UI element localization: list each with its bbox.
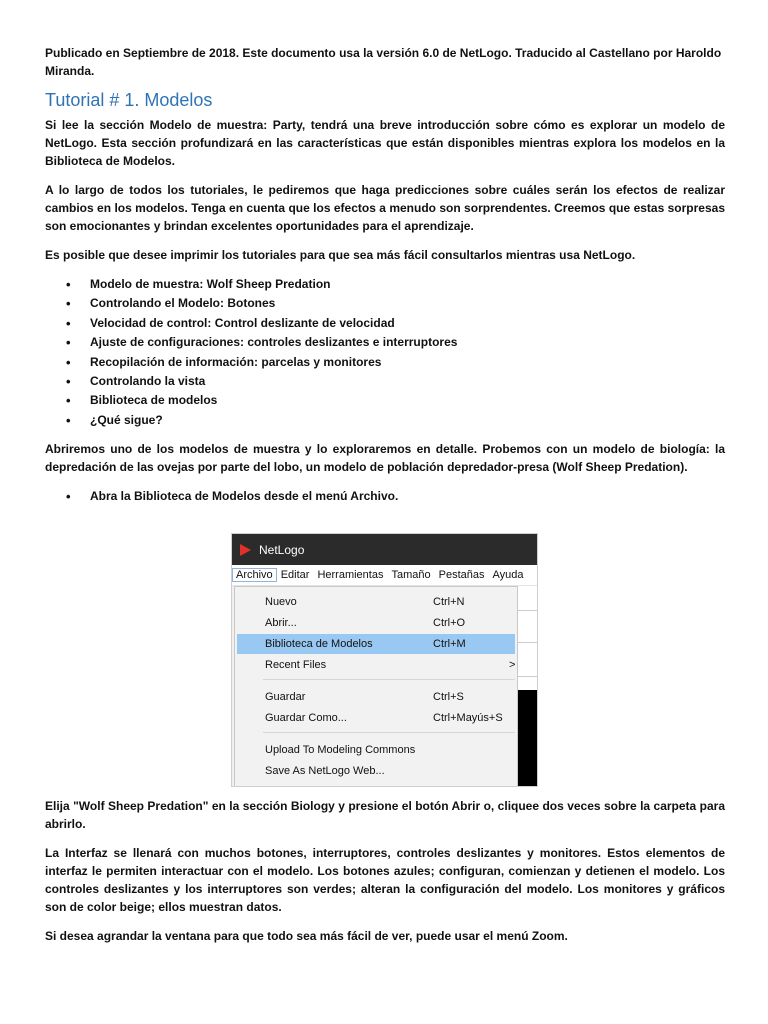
window-title: NetLogo — [259, 542, 305, 557]
menu-item-shortcut: Ctrl+Mayús+S — [433, 712, 503, 724]
menu-item-label: Save As NetLogo Web... — [265, 765, 385, 777]
world-view-area — [518, 690, 537, 786]
tutorial-contents-list — [45, 275, 725, 430]
submenu-arrow-icon: > — [509, 659, 516, 671]
paragraph-choose-model: Elija "Wolf Sheep Predation" en la sección Biology y presione el botón Abrir o, cliquee dos veces sobre la carpeta para abrirlo. — [45, 799, 725, 831]
menu-ayuda[interactable]: Ayuda — [492, 569, 524, 581]
menu-item-recent-files[interactable] — [237, 655, 515, 675]
list-item: • Modelo de muestra: Wolf Sheep Predation — [45, 275, 725, 294]
menu-editar[interactable]: Editar — [280, 569, 310, 581]
menu-item-label: Guardar — [265, 691, 306, 703]
menu-bar — [232, 565, 537, 586]
paragraph-predictions: A lo largo de todos los tutoriales, le pediremos que haga predicciones sobre cuáles serán los efectos de realizar cambios en los modelos. Tenga en cuenta que los efectos a menudo son sorprendentes. Creemos que estas sorpresas son emocionantes y brindan excelentes oportunidades para el aprendizaje. — [45, 183, 725, 233]
paragraph-zoom: Si desea agrandar la ventana para que todo sea más fácil de ver, puede usar el menú Zoom. — [45, 929, 568, 943]
menu-item-upload-modeling-commons[interactable] — [237, 740, 515, 760]
panel-divider — [518, 642, 537, 643]
menu-item-label: Abrir... — [265, 617, 297, 629]
netlogo-menu-screenshot — [231, 533, 538, 787]
background-window-panel — [518, 586, 537, 786]
list-item: • Ajuste de configuraciones: controles deslizantes e interruptores — [45, 333, 725, 352]
menu-item-label: Nuevo — [265, 596, 297, 608]
menu-herramientas[interactable]: Herramientas — [317, 569, 384, 581]
paragraph-intro: Si lee la sección Modelo de muestra: Party, tendrá una breve introducción sobre cómo es explorar un modelo de NetLogo. Esta sección profundizará en las características que están disponibles mientras explora los modelos en la Biblioteca de Modelos. — [45, 118, 725, 168]
list-item: • Controlando la vista — [45, 372, 725, 391]
menu-separator — [263, 732, 515, 733]
list-item: • ¿Qué sigue? — [45, 411, 725, 430]
list-item: • Abra la Biblioteca de Modelos desde el menú Archivo. — [45, 487, 725, 506]
menu-tamano[interactable]: Tamaño — [391, 569, 431, 581]
menu-item-save-as-netlogo-web[interactable] — [237, 761, 515, 781]
page-title: Tutorial # 1. Modelos — [45, 90, 213, 110]
document-page — [45, 44, 725, 517]
step-list — [45, 487, 725, 506]
paragraph-open-model: Abriremos uno de los modelos de muestra y lo exploraremos en detalle. Probemos con un modelo de biología: la depredación de las ovejas por parte del lobo, un modelo de población depredador-presa (Wolf Sheep Predation). — [45, 442, 725, 475]
document-continuation — [45, 797, 725, 956]
menu-pestanas[interactable]: Pestañas — [438, 569, 485, 581]
list-item: • Velocidad de control: Control deslizante de velocidad — [45, 314, 725, 333]
list-item: • Recopilación de información: parcelas y monitores — [45, 353, 725, 372]
menu-item-label: Guardar Como... — [265, 712, 347, 724]
menu-item-abrir[interactable] — [237, 613, 515, 633]
menu-item-biblioteca-de-modelos[interactable] — [237, 634, 515, 654]
menu-item-shortcut: Ctrl+S — [433, 691, 464, 703]
paragraph-interface: La Interfaz se llenará con muchos botones, interruptores, controles deslizantes y monitores. Estos elementos de interfaz le permiten interactuar con el modelo. Los botones azules; configuran, comienzan y detienen el modelo. Los controles deslizantes y los interruptores son verdes; alteran la configuración del modelo. Los monitores y gráficos son de color beige; ellos muestran datos. — [45, 846, 725, 914]
menu-item-label: Recent Files — [265, 659, 327, 671]
menu-item-label: Biblioteca de Modelos — [265, 638, 373, 650]
publication-note: Publicado en Septiembre de 2018. Este documento usa la versión 6.0 de NetLogo. Traducido al Castellano por Haroldo Miranda. — [45, 46, 722, 78]
menu-item-shortcut: Ctrl+N — [433, 596, 465, 608]
menu-separator — [263, 679, 515, 680]
panel-divider — [518, 676, 537, 677]
archivo-dropdown-menu — [234, 586, 518, 787]
menu-item-guardar-como[interactable] — [237, 708, 515, 728]
menu-item-nuevo[interactable] — [237, 592, 515, 612]
list-item: • Controlando el Modelo: Botones — [45, 294, 725, 313]
menu-item-guardar[interactable] — [237, 687, 515, 707]
menu-archivo[interactable]: Archivo — [232, 568, 277, 582]
paragraph-print: Es posible que desee imprimir los tutoriales para que sea más fácil consultarlos mientras usa NetLogo. — [45, 248, 636, 262]
netlogo-logo-icon — [240, 544, 251, 556]
menu-item-shortcut: Ctrl+M — [433, 638, 466, 650]
menu-item-shortcut: Ctrl+O — [433, 617, 466, 629]
list-item: • Biblioteca de modelos — [45, 391, 725, 410]
panel-divider — [518, 610, 537, 611]
menu-item-label: Upload To Modeling Commons — [265, 744, 416, 756]
window-titlebar — [232, 534, 537, 565]
